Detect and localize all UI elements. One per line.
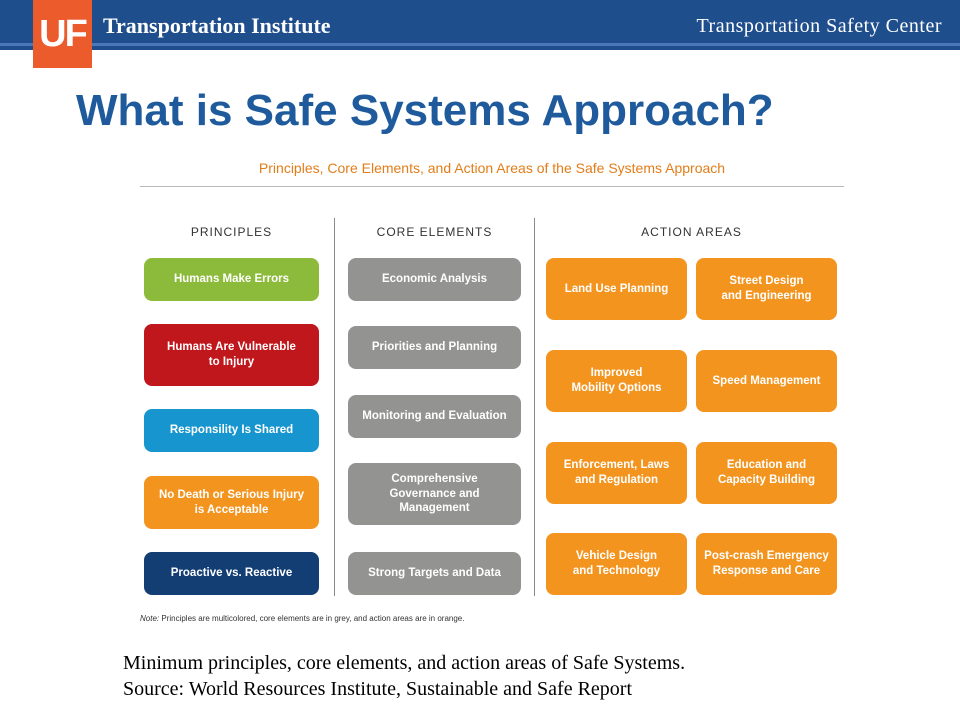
note-prefix: Note: — [140, 614, 160, 623]
action-area-box: Education and Capacity Building — [696, 442, 837, 504]
action-areas-heading: ACTION AREAS — [641, 225, 742, 239]
caption-source: Source: World Resources Institute, Sustainable and Safe Report — [123, 678, 633, 700]
core-element-box: Comprehensive Governance and Management — [348, 463, 521, 525]
principle-box: Proactive vs. Reactive — [144, 552, 319, 595]
action-area-box: Improved Mobility Options — [546, 350, 687, 412]
core-element-box: Economic Analysis — [348, 258, 521, 301]
principle-box: No Death or Serious Injury is Acceptable — [144, 476, 319, 529]
header-bar — [0, 0, 960, 50]
action-area-box: Post-crash Emergency Response and Care — [696, 533, 837, 595]
header-rule — [0, 43, 960, 46]
core-element-box: Priorities and Planning — [348, 326, 521, 369]
note-text: Principles are multicolored, core elements are in grey, and action areas are in orange. — [159, 614, 465, 623]
core-elements-heading: CORE ELEMENTS — [376, 225, 493, 239]
figure-divider — [140, 186, 844, 187]
core-element-box: Monitoring and Evaluation — [348, 395, 521, 438]
center-name: Transportation Safety Center — [696, 15, 942, 37]
column-divider — [534, 218, 535, 596]
slide-caption — [123, 650, 685, 702]
principle-box: Responsility Is Shared — [144, 409, 319, 452]
institute-name: Transportation Institute — [103, 13, 331, 38]
principles-heading: PRINCIPLES — [190, 225, 273, 239]
action-area-box: Speed Management — [696, 350, 837, 412]
caption-line: Minimum principles, core elements, and action areas of Safe Systems. — [123, 652, 686, 674]
uf-logo: UF — [33, 0, 92, 68]
principle-box: Humans Make Errors — [144, 258, 319, 301]
principle-box: Humans Are Vulnerable to Injury — [144, 324, 319, 386]
action-area-box: Street Design and Engineering — [696, 258, 837, 320]
action-area-box: Land Use Planning — [546, 258, 687, 320]
core-element-box: Strong Targets and Data — [348, 552, 521, 595]
action-area-box: Enforcement, Laws and Regulation — [546, 442, 687, 504]
figure-title: Principles, Core Elements, and Action Areas of the Safe Systems Approach — [258, 160, 726, 176]
slide-title: What is Safe Systems Approach? — [76, 86, 774, 135]
figure-note — [140, 614, 464, 623]
action-area-box: Vehicle Design and Technology — [546, 533, 687, 595]
column-divider — [334, 218, 335, 596]
